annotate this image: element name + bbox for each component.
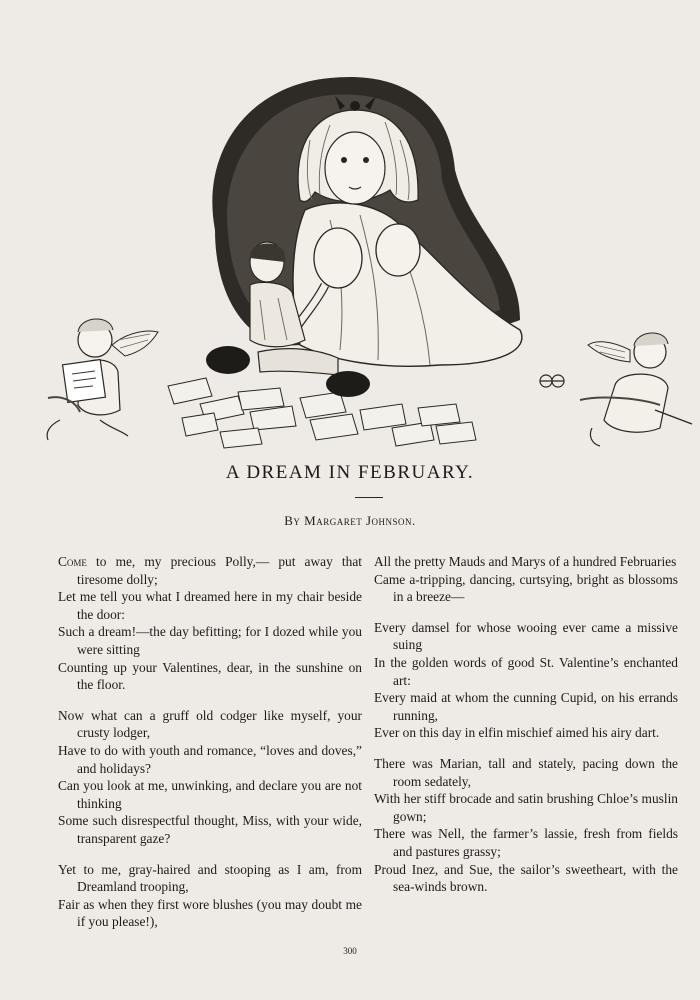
- page-number: 300: [343, 946, 357, 956]
- poem-line: Came a-tripping, dancing, curtsying, bright as blossoms in a breeze—: [374, 571, 678, 605]
- engraving-illustration: [0, 0, 700, 455]
- right-cupid: [580, 333, 692, 446]
- poem-line: Counting up your Valentines, dear, in the sunshine on the floor.: [58, 659, 362, 693]
- stanza: [58, 861, 362, 931]
- poem-line: Some such disrespectful thought, Miss, with your wide, transparent gaze?: [58, 813, 362, 846]
- poem-left-column: [58, 553, 362, 944]
- poem-line: With her stiff brocade and satin brushing Chloe’s muslin gown;: [374, 791, 678, 824]
- poem-title: A DREAM IN FEBRUARY.: [225, 462, 475, 483]
- poem-line: Now what can a gruff old codger like myself, your crusty lodger,: [58, 707, 362, 741]
- poem-line: All the pretty Mauds and Marys of a hundred Februaries: [374, 554, 677, 569]
- poem-line: Ever on this day in elfin mischief aimed his airy dart.: [374, 725, 660, 741]
- poem-line: Yet to me, gray-haired and stooping as I am, from Dreamland trooping,: [58, 861, 362, 895]
- stanza: [374, 755, 678, 896]
- poem-line: There was Nell, the farmer’s lassie, fresh from fields and pastures grassy;: [374, 826, 678, 859]
- stanza: [58, 553, 362, 694]
- scattered-valentine-cards: [168, 378, 476, 448]
- poem-line: Fair as when they first wore blushes (you may doubt me if you please!),: [58, 896, 362, 930]
- poem-line: There was Marian, tall and stately, pacing down the room sedately,: [374, 755, 678, 789]
- poem-line: Every damsel for whose wooing ever came a missive suing: [374, 619, 678, 653]
- title-rule: [355, 497, 383, 498]
- poem-line: Such a dream!—the day befitting; for I dozed while you were sitting: [58, 624, 362, 657]
- opening-word: Come: [58, 554, 87, 569]
- stanza: [58, 707, 362, 848]
- stanza: [374, 553, 678, 606]
- poem-line: Can you look at me, unwinking, and declare you are not thinking: [58, 778, 362, 811]
- poem-line: Come to me, my precious Polly,— put away that tiresome dolly;: [58, 554, 362, 587]
- poem-line: Have to do with youth and romance, “loves and doves,” and holidays?: [58, 742, 362, 776]
- poem-line: Proud Inez, and Sue, the sailor’s sweetheart, with the sea-winds brown.: [374, 861, 678, 895]
- poem-line: Let me tell you what I dreamed here in my chair beside the door:: [58, 589, 362, 622]
- poem-line: In the golden words of good St. Valentine’s enchanted art:: [374, 654, 678, 688]
- poem-line: Every maid at whom the cunning Cupid, on his errands running,: [374, 690, 678, 723]
- stanza: [374, 619, 678, 742]
- artist-monogram: [540, 375, 564, 387]
- poem-right-column: [374, 553, 678, 909]
- left-cupid: [47, 319, 158, 440]
- byline: By Margaret Johnson.: [284, 513, 416, 528]
